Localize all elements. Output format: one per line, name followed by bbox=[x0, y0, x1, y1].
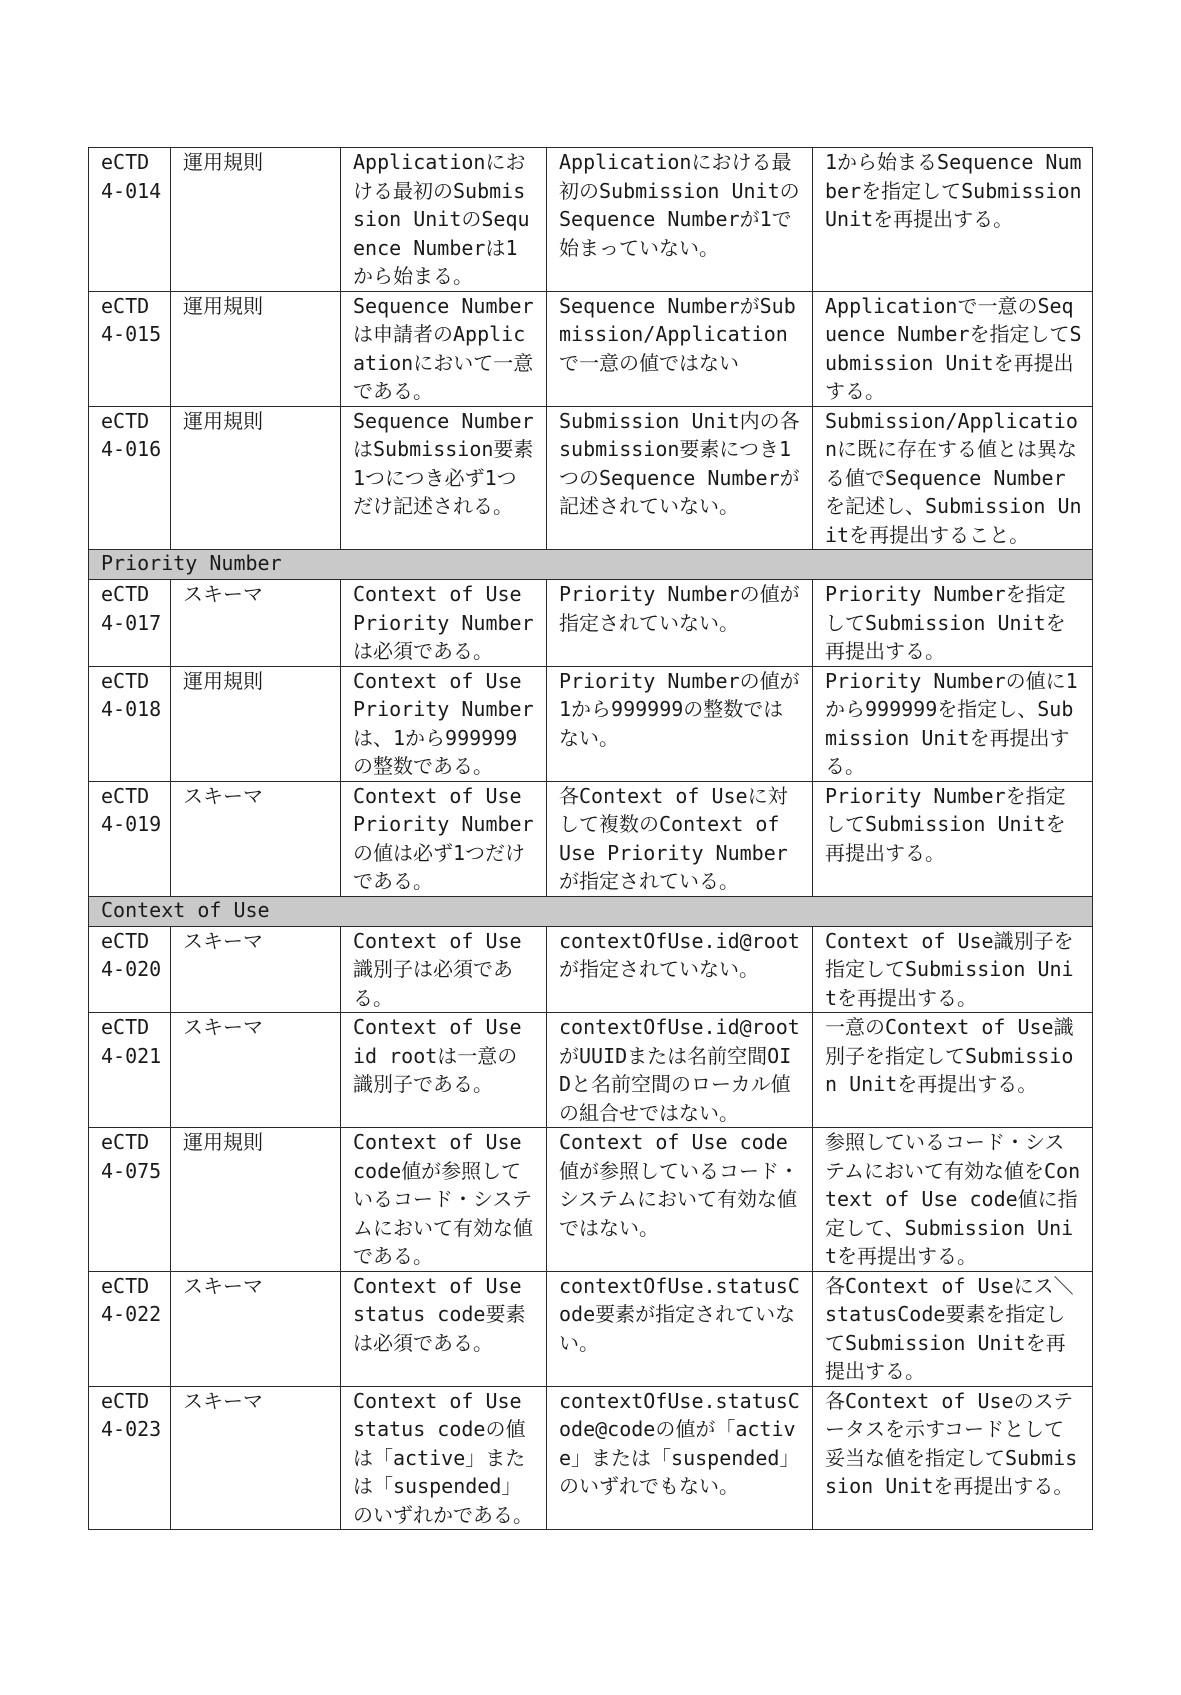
rule-type-cell: 運用規則 bbox=[171, 1128, 341, 1272]
error-condition-cell: Priority Numberの値が指定されていない。 bbox=[547, 580, 813, 667]
error-condition-cell: 各Context of Useに対して複数のContext of Use Priority Numberが指定されている。 bbox=[547, 781, 813, 896]
rule-row bbox=[89, 406, 1093, 550]
rule-id-cell: eCTD 4-075 bbox=[89, 1128, 171, 1272]
corrective-action-cell: Submission/Applicationに既に存在する値とは異なる値でSequence Numberを記述し、Submission Unitを再提出すること。 bbox=[813, 406, 1093, 550]
rule-type-cell: 運用規則 bbox=[171, 406, 341, 550]
error-condition-cell: contextOfUse.id@rootがUUIDまたは名前空間OIDと名前空間のローカル値の組合せではない。 bbox=[547, 1013, 813, 1128]
rule-description-cell: Context of Use識別子は必須である。 bbox=[341, 926, 547, 1013]
corrective-action-cell: 参照しているコード・システムにおいて有効な値をContext of Use code値に指定して、Submission Unitを再提出する。 bbox=[813, 1128, 1093, 1272]
error-condition-cell: Applicationにおける最初のSubmission UnitのSequence Numberが1で始まっていない。 bbox=[547, 148, 813, 292]
error-condition-cell: contextOfUse.statusCode@codeの値が「active」または「suspended」のいずれでもない。 bbox=[547, 1386, 813, 1530]
rule-id-cell: eCTD 4-022 bbox=[89, 1271, 171, 1386]
corrective-action-cell: 各Context of Useのステータスを示すコードとして妥当な値を指定してSubmission Unitを再提出する。 bbox=[813, 1386, 1093, 1530]
rule-row bbox=[89, 926, 1093, 1013]
rule-row bbox=[89, 781, 1093, 896]
rule-row bbox=[89, 666, 1093, 781]
section-header-row bbox=[89, 550, 1093, 580]
section-header-label: Priority Number bbox=[89, 550, 1093, 580]
rule-type-cell: スキーマ bbox=[171, 1386, 341, 1530]
rule-id-cell: eCTD 4-018 bbox=[89, 666, 171, 781]
rule-row bbox=[89, 1271, 1093, 1386]
error-condition-cell: Priority Numberの値が1から999999の整数ではない。 bbox=[547, 666, 813, 781]
corrective-action-cell: 一意のContext of Use識別子を指定してSubmission Unitを再提出する。 bbox=[813, 1013, 1093, 1128]
error-condition-cell: contextOfUse.id@rootが指定されていない。 bbox=[547, 926, 813, 1013]
rule-id-cell: eCTD 4-019 bbox=[89, 781, 171, 896]
corrective-action-cell: 各Context of Useにス＼statusCode要素を指定してSubmission Unitを再提出する。 bbox=[813, 1271, 1093, 1386]
rule-type-cell: 運用規則 bbox=[171, 148, 341, 292]
rule-description-cell: Context of Use id rootは一意の識別子である。 bbox=[341, 1013, 547, 1128]
corrective-action-cell: Priority Numberの値に1から999999を指定し、Submission Unitを再提出する。 bbox=[813, 666, 1093, 781]
rule-description-cell: Context of Use status code要素は必須である。 bbox=[341, 1271, 547, 1386]
rule-description-cell: Sequence NumberはSubmission要素1つにつき必ず1つだけ記述される。 bbox=[341, 406, 547, 550]
corrective-action-cell: Context of Use識別子を指定してSubmission Unitを再提出する。 bbox=[813, 926, 1093, 1013]
rule-row bbox=[89, 148, 1093, 292]
rule-description-cell: Applicationにおける最初のSubmission UnitのSequence Numberは1から始まる。 bbox=[341, 148, 547, 292]
rule-row bbox=[89, 1013, 1093, 1128]
rule-id-cell: eCTD 4-023 bbox=[89, 1386, 171, 1530]
rule-description-cell: Context of Use Priority Numberの値は必ず1つだけである。 bbox=[341, 781, 547, 896]
rule-type-cell: スキーマ bbox=[171, 781, 341, 896]
rule-id-cell: eCTD 4-021 bbox=[89, 1013, 171, 1128]
validation-rules-table bbox=[88, 147, 1093, 1530]
error-condition-cell: Context of Use code値が参照しているコード・システムにおいて有効な値ではない。 bbox=[547, 1128, 813, 1272]
rule-id-cell: eCTD 4-020 bbox=[89, 926, 171, 1013]
rule-description-cell: Context of Use Priority Numberは必須である。 bbox=[341, 580, 547, 667]
rule-type-cell: スキーマ bbox=[171, 926, 341, 1013]
section-header-label: Context of Use bbox=[89, 896, 1093, 926]
rule-row bbox=[89, 291, 1093, 406]
rule-type-cell: 運用規則 bbox=[171, 666, 341, 781]
rule-description-cell: Context of Use code値が参照しているコード・システムにおいて有効な値である。 bbox=[341, 1128, 547, 1272]
rule-description-cell: Context of Use Priority Numberは、1から999999の整数である。 bbox=[341, 666, 547, 781]
validation-rules-body bbox=[89, 148, 1093, 1530]
rule-type-cell: スキーマ bbox=[171, 1271, 341, 1386]
corrective-action-cell: 1から始まるSequence Numberを指定してSubmission Unitを再提出する。 bbox=[813, 148, 1093, 292]
rule-id-cell: eCTD 4-016 bbox=[89, 406, 171, 550]
corrective-action-cell: Priority Numberを指定してSubmission Unitを再提出する。 bbox=[813, 580, 1093, 667]
rule-id-cell: eCTD 4-015 bbox=[89, 291, 171, 406]
rule-id-cell: eCTD 4-017 bbox=[89, 580, 171, 667]
rule-type-cell: スキーマ bbox=[171, 580, 341, 667]
rule-description-cell: Context of Use status codeの値は「active」または「suspended」のいずれかである。 bbox=[341, 1386, 547, 1530]
corrective-action-cell: Applicationで一意のSequence Numberを指定してSubmission Unitを再提出する。 bbox=[813, 291, 1093, 406]
error-condition-cell: Submission Unit内の各submission要素につき1つのSequence Numberが記述されていない。 bbox=[547, 406, 813, 550]
rule-type-cell: スキーマ bbox=[171, 1013, 341, 1128]
rule-row bbox=[89, 580, 1093, 667]
error-condition-cell: contextOfUse.statusCode要素が指定されていない。 bbox=[547, 1271, 813, 1386]
rule-id-cell: eCTD 4-014 bbox=[89, 148, 171, 292]
error-condition-cell: Sequence NumberがSubmission/Applicationで一意の値ではない bbox=[547, 291, 813, 406]
rule-row bbox=[89, 1386, 1093, 1530]
corrective-action-cell: Priority Numberを指定してSubmission Unitを再提出する。 bbox=[813, 781, 1093, 896]
rule-type-cell: 運用規則 bbox=[171, 291, 341, 406]
rule-description-cell: Sequence Numberは申請者のApplicationにおいて一意である。 bbox=[341, 291, 547, 406]
section-header-row bbox=[89, 896, 1093, 926]
rule-row bbox=[89, 1128, 1093, 1272]
